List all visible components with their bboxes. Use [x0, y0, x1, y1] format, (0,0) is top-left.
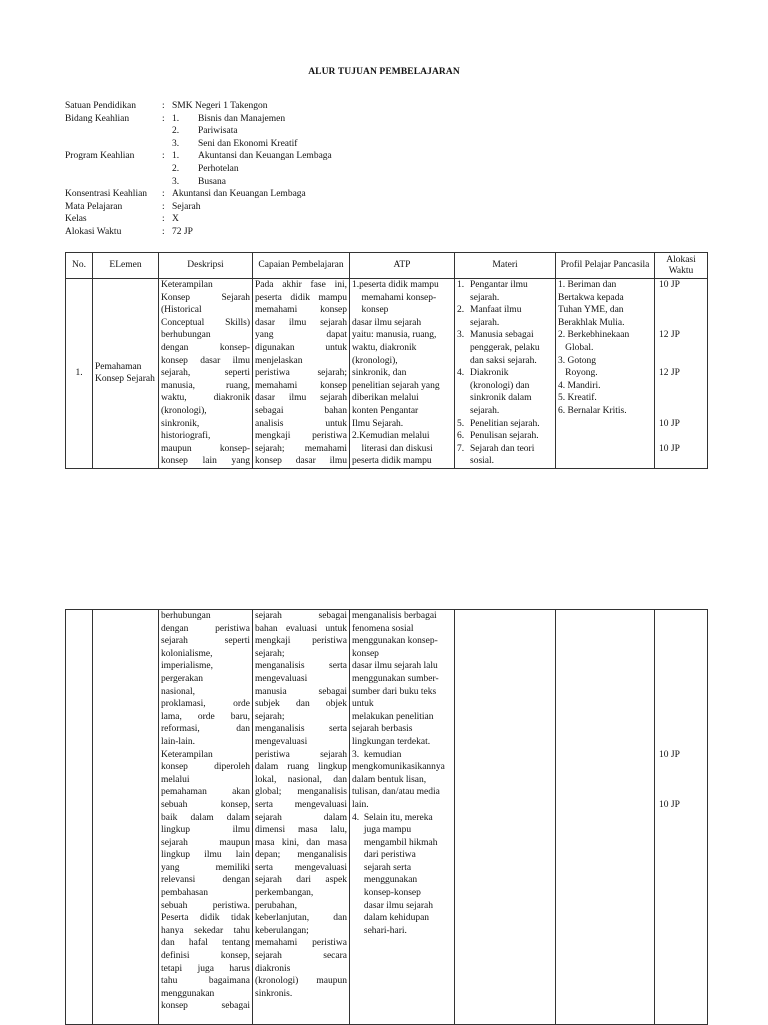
text-line: sejarah berbasis: [352, 724, 413, 735]
text-line: sejarah dalam: [255, 812, 347, 823]
meta-label: Program Keahlian: [65, 151, 135, 162]
text-line: 4. Mandiri.: [558, 380, 601, 391]
text-line: menganalisis berbagai: [352, 611, 437, 621]
header-capaian: Capaian Pembelajaran: [253, 253, 350, 279]
text-line: perubahan,: [255, 900, 297, 911]
profil-cell: [556, 610, 655, 1025]
text-line: hanya sekedar tahu: [161, 925, 250, 936]
meta-program: Program Keahlian : 1. Akuntansi dan Keuangan Lembaga: [65, 151, 332, 162]
text-line: dengan konsep-: [161, 342, 250, 353]
text-line: Tuhan YME, dan: [558, 305, 624, 316]
text-line: Keterampilan: [161, 280, 213, 290]
list-item: 5. Penelitian sejarah.: [457, 418, 540, 429]
text-line: Bertakwa kepada: [558, 292, 624, 303]
document-title: ALUR TUJUAN PEMBELAJARAN: [308, 67, 460, 77]
meta-value: SMK Negeri 1 Takengon: [172, 101, 268, 111]
alokasi-value: 10 JP: [659, 800, 680, 810]
text-line: keberulangan;: [255, 925, 309, 936]
meta-value: Seni dan Ekonomi Kreatif: [198, 138, 298, 149]
text-line: 1.peserta didik mampu: [352, 280, 439, 290]
text-line: manusia, ruang,: [161, 380, 250, 391]
text-line: melalui: [161, 774, 190, 785]
text-line: peristiwa sejarah;: [255, 368, 347, 379]
text-line: serta mengevaluasi: [255, 799, 347, 810]
text-line: waktu, diakronik: [352, 342, 417, 353]
list-item: 2. Manfaat ilmu sejarah.: [457, 305, 522, 328]
meta-alokasi: Alokasi Waktu : 72 JP: [65, 226, 193, 237]
meta-value: X: [172, 214, 179, 225]
text-line: yang memiliki: [161, 862, 250, 873]
text-line: mengevaluasi: [255, 673, 308, 684]
text-line: sejarah secara: [255, 951, 347, 962]
text-line: sejarah dari aspek: [255, 875, 347, 886]
meta-mapel: Mata Pelajaran : Sejarah: [65, 201, 201, 212]
text-line: menggunakan: [161, 988, 215, 999]
text-line: melakukan penelitian: [352, 711, 434, 722]
header-profil: Profil Pelajar Pancasila: [556, 253, 655, 279]
text-line: mengkaji peristiwa: [255, 636, 347, 647]
list-item: 7. Sejarah dan teori sosial.: [457, 443, 535, 467]
text-line: berhubungan: [161, 330, 211, 341]
meta-label: Alokasi Waktu: [65, 226, 122, 237]
text-line: sehari-hari.: [352, 925, 407, 936]
text-line: subjek dan objek: [255, 699, 347, 710]
meta-label: Bidang Keahlian: [65, 113, 130, 124]
text-line: imperialisme,: [161, 661, 213, 672]
text-line: dasar ilmu sejarah: [352, 900, 433, 911]
text-line: memahami peristiwa: [255, 938, 347, 949]
text-line: 4. Selain itu, mereka: [352, 812, 433, 823]
text-line: sebagai bahan: [255, 405, 347, 416]
meta-konsentrasi: Konsentrasi Keahlian : Akuntansi dan Keuangan Lembaga: [65, 189, 306, 200]
text-line: penelitian sejarah yang: [352, 380, 440, 391]
text-line: lingkungan terdekat.: [352, 736, 431, 747]
text-line: lain-lain.: [161, 736, 196, 747]
meta-kelas: Kelas : X: [65, 214, 179, 225]
text-line: Peserta didik tidak: [161, 913, 250, 924]
text-line: depan; menganalisis: [255, 850, 347, 861]
deskripsi-cell: [159, 610, 253, 1025]
header-elemen: ELemen: [93, 253, 159, 279]
text-line: konsep diperoleh: [161, 762, 250, 773]
text-line: 3. Gotong: [558, 355, 596, 366]
text-line: sejarah maupun: [161, 837, 250, 848]
text-line: memahami konsep: [255, 305, 347, 316]
text-line: waktu, diakronik: [161, 393, 250, 404]
header-no: No.: [66, 253, 93, 279]
meta-value: Sejarah: [172, 201, 201, 212]
text-line: konsep lain yang: [161, 456, 250, 467]
text-line: konten Pengantar: [352, 405, 419, 416]
text-line: pemahaman akan: [161, 787, 250, 798]
identity-block: Satuan Pendidikan : SMK Negeri 1 Takengon Bidang Keahlian : 1. Bisnis dan Manajemen 2. Pariwisata 3. Seni dan Ekonomi Kreatif Program Keahlian : 1. Akuntansi dan Keuangan Lembaga 2. Perhotelan 3. Busana Konsentrasi Keahlian : Akuntansi dan Keuangan Lembaga Mata Pelajaran : Sejarah Kelas : X Alokasi Waktu : 72 JP: [65, 101, 332, 237]
text-line: sebuah peristiwa.: [161, 900, 250, 911]
meta-label: Konsentrasi Keahlian: [65, 189, 148, 200]
text-line: proklamasi, orde: [161, 699, 250, 710]
capaian-cell: [253, 279, 350, 469]
meta-value: Akuntansi dan Keuangan Lembaga: [172, 189, 306, 200]
meta-value: Busana: [198, 176, 226, 187]
text-line: 5. Kreatif.: [558, 393, 597, 404]
list-item: 6. Penulisan sejarah.: [457, 431, 539, 442]
text-line: sejarah seperti: [161, 636, 250, 647]
meta-label: Kelas: [65, 214, 87, 225]
text-line: sinkronik,: [161, 418, 200, 429]
alokasi-cell: [655, 610, 708, 1025]
text-line: dengan peristiwa: [161, 623, 250, 634]
list-item: 1. Pengantar ilmu sejarah.: [457, 280, 528, 303]
text-line: dasar ilmu sejarah lalu: [352, 661, 438, 672]
alokasi-value: 12 JP: [659, 368, 680, 379]
text-line: mengkomunikasikannya: [352, 762, 445, 773]
text-line: baik dalam dalam: [161, 812, 250, 823]
header-alokasi: Alokasi Waktu: [655, 253, 708, 279]
text-line: untuk: [352, 699, 374, 710]
text-line: mengevaluasi: [255, 736, 308, 747]
text-line: bahan evaluasi untuk: [255, 623, 347, 634]
text-line: serta mengevaluasi: [255, 862, 347, 873]
text-line: dalam kehidupan: [352, 913, 430, 924]
text-line: lingkup ilmu: [161, 825, 250, 836]
meta-bidang: Bidang Keahlian : 1. Bisnis dan Manajemen: [65, 113, 286, 124]
text-line: sinkronik, dan: [352, 368, 407, 379]
elemen-cell: [93, 610, 159, 1025]
table-row: [66, 610, 708, 1025]
header-deskripsi: Deskripsi: [159, 253, 253, 279]
text-line: dasar ilmu sejarah: [255, 393, 347, 404]
meta-value: 72 JP: [172, 226, 193, 237]
header-materi: Materi: [455, 253, 556, 279]
text-line: sejarah;: [255, 711, 285, 722]
text-line: dimensi masa lalu,: [255, 825, 347, 836]
text-line: reformasi, dan: [161, 724, 250, 735]
text-line: konsep: [352, 305, 389, 316]
text-line: masa kini, dan masa: [255, 837, 347, 848]
table-row: [66, 279, 708, 469]
meta-value: Akuntansi dan Keuangan Lembaga: [198, 151, 332, 162]
text-line: memahami konsep: [255, 380, 347, 391]
text-line: maupun konsep-: [161, 443, 250, 454]
text-line: dasar ilmu sejarah: [352, 317, 422, 328]
meta-label: Mata Pelajaran: [65, 201, 123, 212]
list-item: 4. Diakronik (kronologi) dan sinkronik dalam sejarah.: [457, 368, 532, 416]
row-number: 1.: [66, 279, 93, 469]
text-line: kolonialisme,: [161, 648, 213, 659]
text-line: tahu bagaimana: [161, 976, 250, 987]
text-line: Pada akhir fase ini,: [255, 280, 347, 290]
text-line: sejarah, seperti: [161, 368, 250, 379]
text-line: sebuah konsep,: [161, 799, 250, 810]
text-line: tulisan, dan/atau media: [352, 787, 440, 798]
text-line: sinkronis.: [255, 988, 293, 999]
text-line: mengambil hikmah: [352, 837, 438, 848]
text-line: (kronologi),: [161, 405, 207, 416]
text-line: pergerakan: [161, 673, 204, 684]
text-line: diberikan melalui: [352, 393, 419, 404]
meta-value: Bisnis dan Manajemen: [198, 113, 286, 124]
text-line: 3. kemudian: [352, 749, 402, 760]
text-line: konsep: [352, 648, 379, 659]
atp-cell: [350, 279, 455, 469]
text-line: digunakan untuk: [255, 342, 347, 353]
deskripsi-cell: [159, 279, 253, 469]
text-line: berhubungan: [161, 611, 211, 621]
text-line: Global.: [558, 342, 594, 353]
alokasi-value: 10 JP: [659, 749, 680, 760]
text-line: konsep dasar ilmu: [255, 456, 347, 467]
text-line: historiografi,: [161, 431, 211, 442]
text-line: menganalisis serta: [255, 661, 347, 672]
elemen-cell: Pemahaman Konsep Sejarah: [93, 279, 159, 469]
text-line: dari peristiwa: [352, 850, 416, 861]
text-line: manusia sebagai: [255, 686, 347, 697]
text-line: (kronologi),: [352, 355, 398, 366]
text-line: sejarah serta: [352, 862, 412, 873]
materi-cell: [455, 610, 556, 1025]
atp-table-page1: [65, 252, 708, 469]
text-line: 1. Beriman dan: [558, 280, 617, 290]
text-line: menjelaskan: [255, 355, 303, 366]
text-line: dasar ilmu sejarah: [255, 317, 347, 328]
text-line: pembahasan: [161, 888, 208, 899]
text-line: dalam ruang lingkup: [255, 762, 347, 773]
text-line: Berakhlak Mulia.: [558, 317, 625, 328]
text-line: (Historical: [161, 305, 202, 316]
text-line: juga mampu: [352, 825, 412, 836]
alokasi-value: 12 JP: [659, 330, 680, 341]
materi-cell: [455, 279, 556, 469]
capaian-cell: [253, 610, 350, 1025]
alokasi-value: 10 JP: [659, 280, 680, 290]
meta-label: Satuan Pendidikan: [65, 101, 136, 111]
alokasi-cell: [655, 279, 708, 469]
text-line: peserta didik mampu: [255, 292, 347, 303]
text-line: memahami konsep-: [352, 292, 437, 303]
text-line: Keterampilan: [161, 749, 213, 760]
text-line: konsep sebagai: [161, 1001, 250, 1012]
alokasi-value: 10 JP: [659, 443, 680, 454]
text-line: mengkaji peristiwa: [255, 431, 347, 442]
text-line: Ilmu Sejarah.: [352, 418, 404, 429]
text-line: Konsep Sejarah: [161, 292, 250, 303]
text-line: menganalisis serta: [255, 724, 347, 735]
text-line: yang dapat: [255, 330, 347, 341]
text-line: peristiwa sejarah: [255, 749, 347, 760]
text-line: yaitu: manusia, ruang,: [352, 330, 437, 341]
text-line: diakronis: [255, 963, 291, 974]
text-line: fenomena sosial: [352, 623, 414, 634]
text-line: lain.: [352, 799, 369, 810]
text-line: tetapi juga harus: [161, 963, 250, 974]
atp-cell: [350, 610, 455, 1025]
text-line: lama, orde baru,: [161, 711, 250, 722]
text-line: relevansi dengan: [161, 875, 250, 886]
text-line: menggunakan sumber-: [352, 673, 439, 684]
atp-table-page2: [65, 609, 708, 1025]
text-line: menggunakan konsep-: [352, 636, 438, 647]
text-line: dan hafal tentang: [161, 938, 250, 949]
meta-value: Perhotelan: [198, 163, 239, 174]
text-line: sejarah;: [255, 648, 285, 659]
text-line: lingkup ilmu lain: [161, 850, 250, 861]
text-line: 2.Kemudian melalui: [352, 431, 430, 442]
text-line: nasional,: [161, 686, 196, 697]
row-number: [66, 610, 93, 1025]
profil-cell: [556, 279, 655, 469]
text-line: sejarah; memahami: [255, 443, 347, 454]
text-line: dalam bentuk lisan,: [352, 774, 427, 785]
meta-value: Pariwisata: [198, 126, 238, 137]
text-line: Royong.: [558, 368, 598, 379]
text-line: peserta didik mampu: [352, 456, 432, 467]
text-line: lokal, nasional, dan: [255, 774, 347, 785]
meta-satuan: Satuan Pendidikan : SMK Negeri 1 Takengon: [65, 101, 268, 111]
text-line: sumber dari buku teks: [352, 686, 437, 697]
header-atp: ATP: [350, 253, 455, 279]
text-line: keberlanjutan, dan: [255, 913, 347, 924]
text-line: definisi konsep,: [161, 951, 250, 962]
text-line: 6. Bernalar Kritis.: [558, 405, 627, 416]
text-line: menggunakan: [352, 875, 418, 886]
list-item: 3. Manusia sebagai penggerak, pelaku dan saksi sejarah.: [457, 330, 540, 366]
text-line: 2. Berkebhinekaan: [558, 330, 630, 341]
text-line: global; menganalisis: [255, 787, 347, 798]
alokasi-value: 10 JP: [659, 418, 680, 429]
text-line: literasi dan diskusi: [352, 443, 433, 454]
text-line: Conceptual Skills): [161, 317, 250, 328]
text-line: analisis untuk: [255, 418, 347, 429]
text-line: sejarah sebagai: [255, 611, 347, 621]
text-line: perkembangan,: [255, 888, 314, 899]
text-line: konsep dasar ilmu: [161, 355, 250, 366]
text-line: konsep-konsep: [352, 888, 421, 899]
text-line: (kronologi) maupun: [255, 976, 347, 987]
